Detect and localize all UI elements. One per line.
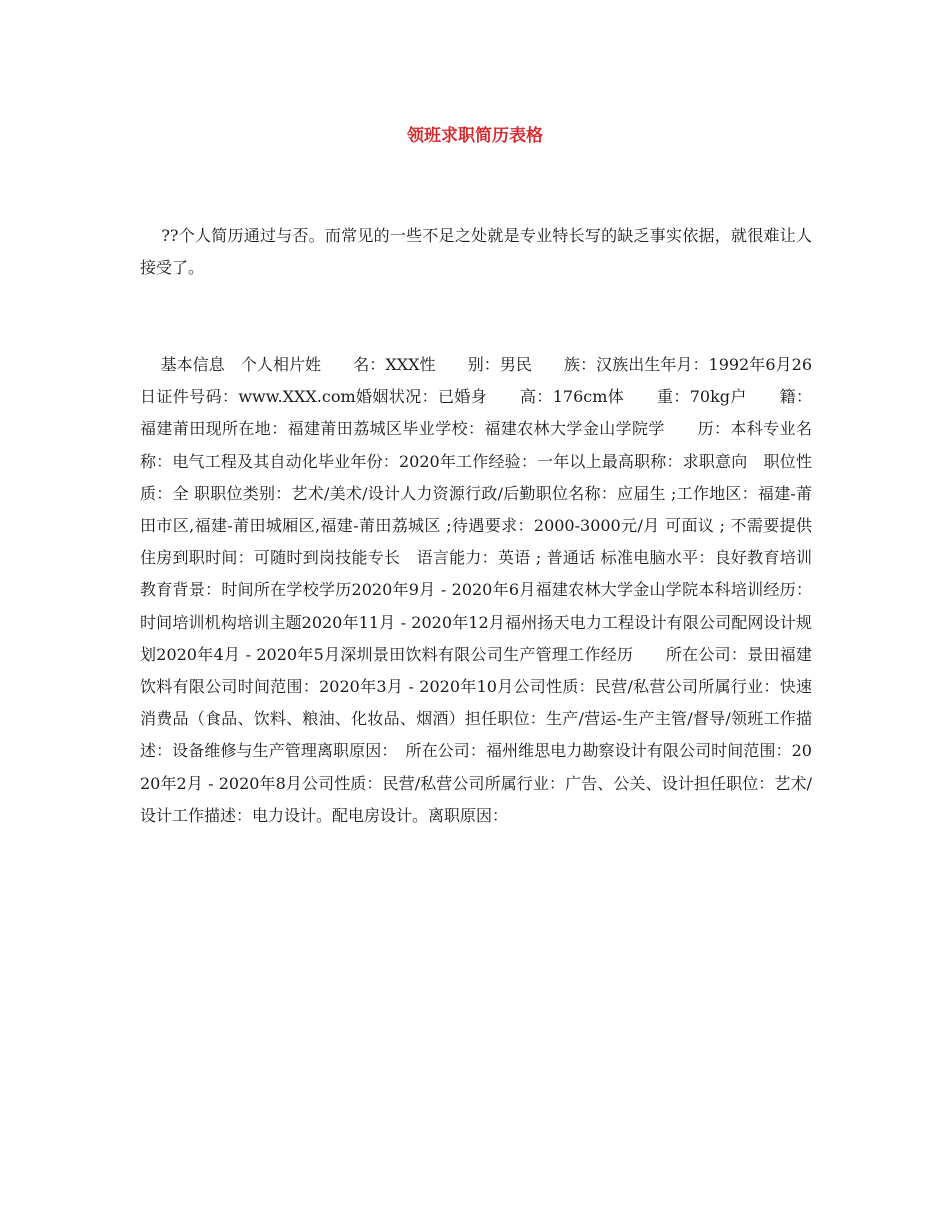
intro-paragraph: ??个人简历通过与否。而常见的一些不足之处就是专业特长写的缺乏事实依据，就很难让人接受了。 bbox=[140, 226, 812, 278]
resume-details-paragraph: 基本信息 个人相片姓 名：XXX性 别：男民 族：汉族出生年月：1992年6月26日证件号码：www.XXX.com婚姻状况：已婚身 高：176cm体 重：70kg户 籍：福建莆田现所在地：福建莆田荔城区毕业学校：福建农林大学金山学院学 历：本科专业名称：电气工程及其自动化毕业年份：2020年工作经验：一年以上最高职称：求职意向 职位性质：全 职职位类别：艺术/美术/设计人力资源行政/后勤职位名称：应届生 ;工作地区：福建-莆田市区,福建-莆田城厢区,福建-莆田荔城区 ;待遇要求：2000-3000元/月 可面议 ; 不需要提供住房到职时间：可随时到岗技能专长 语言能力：英语 ; 普通话 标准电脑水平：良好教育培训 教育背景：时间所在学校学历2020年9月 - 2020年6月福建农林大学金山学院本科培训经历：时间培训机构培训主题2020年11月 - 2020年12月福州扬天电力工程设计有限公司配网设计规划2020年4月 - 2020年5月深圳景田饮料有限公司生产管理工作经历 所在公司：景田福建饮料有限公司时间范围：2020年3月 - 2020年10月公司性质：民营/私营公司所属行业：快速消费品（食品、饮料、粮油、化妆品、烟酒）担任职位：生产/营运-生产主管/督导/领班工作描述：设备维修与生产管理离职原因： 所在公司：福州维思电力勘察设计有限公司时间范围：2020年2月 - 2020年8月公司性质：民营/私营公司所属行业：广告、公关、设计担任职位：艺术/设计工作描述：电力设计。配电房设计。离职原因： bbox=[140, 355, 829, 825]
document-title: 领班求职简历表格 bbox=[407, 126, 543, 146]
document-body bbox=[140, 188, 829, 864]
